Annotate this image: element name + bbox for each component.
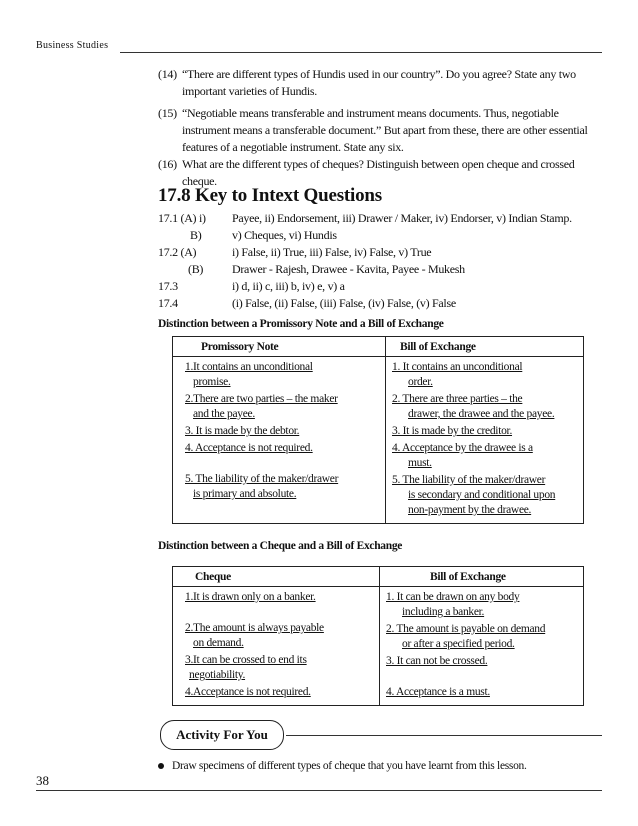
key-label: 17.4 [158, 296, 178, 310]
right-column-cell [380, 587, 584, 706]
question-text: “There are different types of Hundis used in our country”. Do you agree? State any two important varieties of Hundis. [182, 67, 576, 98]
key-value: (i) False, (ii) False, (iii) False, (iv) False, (v) False [232, 296, 456, 310]
item-line: must. [408, 457, 432, 469]
item-line: 5. The liability of the maker/drawer [392, 474, 546, 486]
column-header: Promissory Note [173, 337, 386, 357]
list-item [185, 360, 379, 390]
item-line: promise. [193, 376, 231, 388]
item-line: 4. Acceptance is not required. [185, 442, 313, 454]
item-line: 3. It is made by the creditor. [392, 425, 513, 437]
key-label: B) [190, 228, 202, 242]
list-item [392, 441, 577, 471]
question-number: (15) [158, 106, 177, 120]
list-item [392, 424, 577, 439]
key-value: i) d, ii) c, iii) b, iv) e, v) a [232, 279, 345, 293]
activity-rule [286, 735, 602, 736]
list-item [185, 472, 379, 502]
list-item [386, 590, 577, 620]
list-item [185, 441, 379, 456]
item-line: and the payee. [193, 408, 255, 420]
running-header: Business Studies [36, 40, 109, 51]
list-item [185, 590, 373, 605]
list-item [386, 622, 577, 652]
key-label: 17.3 [158, 279, 178, 293]
key-value: Drawer - Rajesh, Drawee - Kavita, Payee - Mukesh [232, 262, 465, 276]
list-item [185, 424, 379, 439]
key-value: v) Cheques, vi) Hundis [232, 228, 337, 242]
question-text: “Negotiable means transferable and instrument means documents. Thus, negotiable instrument means a transferable document.” But apart from these, there are other essential features of a negotiable instrument. State any six. [182, 106, 588, 154]
section-title: 17.8 Key to Intext Questions [158, 185, 382, 206]
item-line: drawer, the drawee and the payee. [408, 408, 555, 420]
key-value: Payee, ii) Endorsement, iii) Drawer / Maker, iv) Endorser, v) Indian Stamp. [232, 211, 572, 225]
item-line: 4.Acceptance is not required. [185, 686, 311, 698]
page-number: 38 [36, 773, 49, 788]
activity-bullet [158, 760, 527, 772]
item-line: 1.It is drawn only on a banker. [185, 591, 316, 603]
header-rule [120, 52, 602, 53]
item-line: 1. It can be drawn on any body [386, 591, 520, 603]
list-item [392, 473, 577, 518]
item-line: 4. Acceptance is a must. [386, 686, 490, 698]
item-line: 2. There are three parties – the [392, 393, 523, 405]
list-item [185, 653, 373, 683]
question-15 [158, 105, 604, 156]
activity-heading: Activity For You [160, 720, 284, 750]
key-label: 17.2 (A) [158, 245, 197, 259]
item-line: 5. The liability of the maker/drawer [185, 473, 339, 485]
column-header: Bill of Exchange [380, 567, 584, 587]
item-line: is secondary and conditional upon [408, 489, 556, 501]
item-line: is primary and absolute. [193, 488, 297, 500]
item-line: 1.It contains an unconditional [185, 361, 313, 373]
promissory-vs-bill-table [172, 336, 584, 524]
question-number: (16) [158, 157, 177, 171]
key-label: (B) [188, 262, 204, 276]
item-line: order. [408, 376, 433, 388]
item-line: including a banker. [402, 606, 485, 618]
table2-title: Distinction between a Cheque and a Bill of Exchange [158, 540, 403, 552]
right-column-cell [386, 357, 584, 524]
item-line: 4. Acceptance by the drawee is a [392, 442, 533, 454]
list-item [185, 392, 379, 422]
item-line: 3.It can be crossed to end its [185, 654, 307, 666]
column-header: Bill of Exchange [386, 337, 584, 357]
list-item [392, 392, 577, 422]
list-item [386, 654, 577, 669]
left-column-cell [173, 587, 380, 706]
list-item [392, 360, 577, 390]
table1-title: Distinction between a Promissory Note and a Bill of Exchange [158, 318, 444, 330]
list-item [386, 685, 577, 700]
left-column-cell [173, 357, 386, 524]
question-text: What are the different types of cheques? Distinguish between open cheque and crossed cheque. [182, 157, 575, 188]
item-line: negotiability. [189, 669, 246, 681]
item-line: or after a specified period. [402, 638, 515, 650]
question-number: (14) [158, 67, 177, 81]
list-item [185, 621, 373, 651]
item-line: non-payment by the drawee. [408, 504, 532, 516]
footer-rule [36, 790, 602, 791]
activity-text: Draw specimens of different types of cheque that you have learnt from this lesson. [172, 760, 527, 772]
item-line: 2.The amount is always payable [185, 622, 324, 634]
item-line: 3. It can not be crossed. [386, 655, 488, 667]
item-line: 1. It contains an unconditional [392, 361, 523, 373]
item-line: 3. It is made by the debtor. [185, 425, 300, 437]
cheque-vs-bill-table [172, 566, 584, 706]
question-14 [158, 66, 604, 100]
item-line: on demand. [193, 637, 244, 649]
list-item [185, 685, 373, 700]
column-header: Cheque [173, 567, 380, 587]
key-label: 17.1 (A) i) [158, 211, 206, 225]
key-value: i) False, ii) True, iii) False, iv) False, v) True [232, 245, 432, 259]
item-line: 2. The amount is payable on demand [386, 623, 546, 635]
item-line: 2.There are two parties – the maker [185, 393, 338, 405]
bullet-icon [158, 763, 164, 769]
